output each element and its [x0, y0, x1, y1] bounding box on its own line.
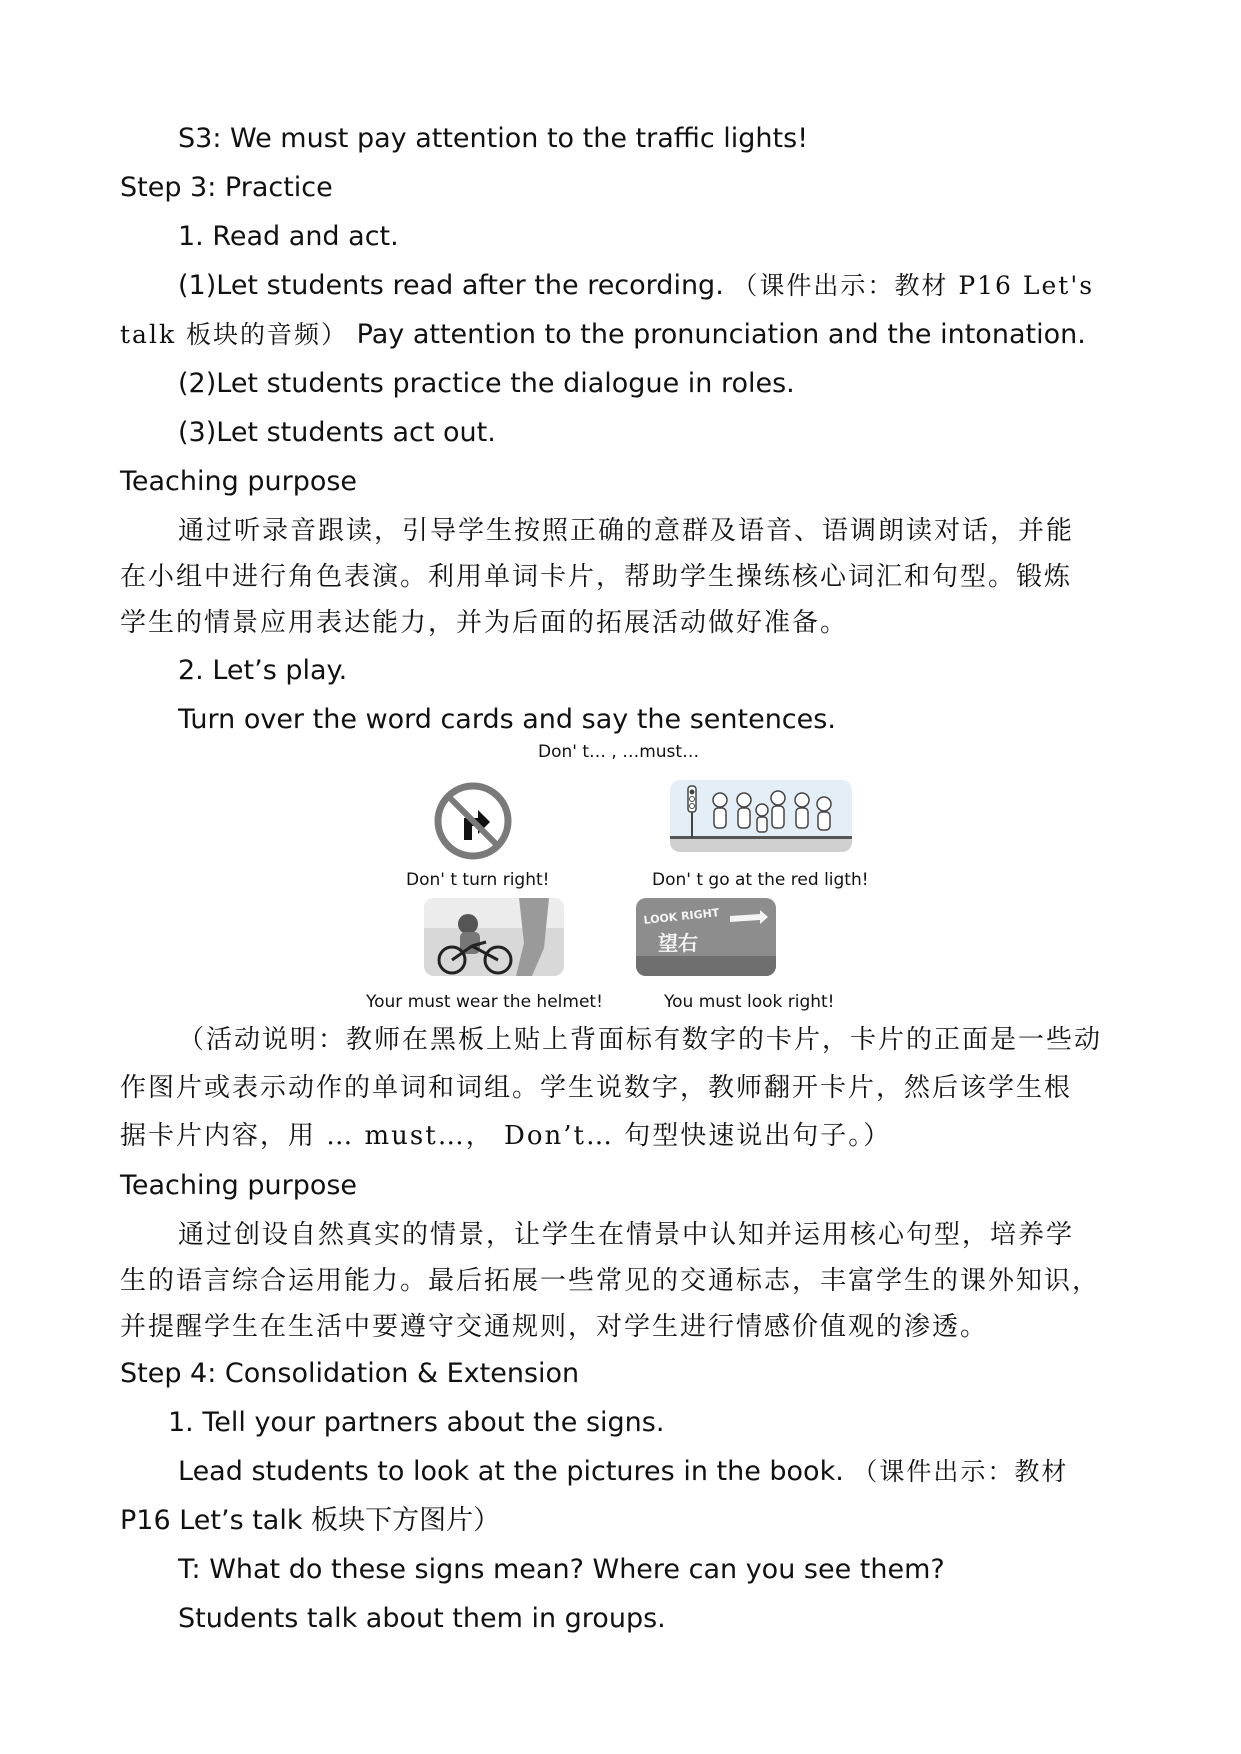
instruction-line-1 [178, 269, 1094, 303]
instruction-line-2 [120, 318, 1086, 352]
courseware-note-3: （课件出示：教材 [852, 1457, 1069, 1486]
no-right-turn-sign-icon [434, 782, 512, 860]
activity-note-line-3: 据卡片内容，用 … must…， Don’t… 句型快速说出句子。） [120, 1121, 892, 1151]
caption-look-right: You must look right! [664, 992, 835, 1012]
purpose-1-line-2: 在小组中进行角色表演。利用单词卡片，帮助学生操练核心词汇和句型。锻炼 [120, 562, 1073, 592]
group-talk-line: Students talk about them in groups. [178, 1603, 666, 1634]
tell-partners-item: 1. Tell your partners about the signs. [168, 1407, 665, 1438]
look-right-road-marking-icon [636, 898, 776, 976]
instruction-practice-roles: (2)Let students practice the dialogue in roles. [178, 368, 795, 399]
teaching-purpose-heading-1: Teaching purpose [120, 466, 358, 497]
road-marking-text: LOOK RIGHT [642, 906, 720, 927]
activity-note-line-2: 作图片或表示动作的单词和词组。学生说数字，教师翻开卡片，然后该学生根 [120, 1073, 1073, 1103]
courseware-note-1: （课件出示：教材 P16 Let's [732, 271, 1095, 300]
lead-students-text: Lead students to look at the pictures in the book. [178, 1456, 844, 1487]
pronunciation-note: Pay attention to the pronunciation and the intonation. [356, 319, 1086, 350]
word-cards-figure [360, 740, 900, 1020]
purpose-2-line-1: 通过创设自然真实的情景，让学生在情景中认知并运用核心句型，培养学 [178, 1220, 1075, 1250]
caption-dont-go-red-light: Don' t go at the red ligth! [652, 870, 869, 890]
red-light-crossing-image-icon [670, 780, 852, 852]
step3-heading: Step 3: Practice [120, 172, 333, 203]
instruction-act-out: (3)Let students act out. [178, 417, 496, 448]
caption-wear-helmet: Your must wear the helmet! [366, 992, 603, 1012]
teaching-purpose-heading-2: Teaching purpose [120, 1170, 358, 1201]
helmet-bicycle-photo-icon [424, 898, 564, 976]
teacher-question: T: What do these signs mean? Where can you see them? [178, 1554, 945, 1585]
read-and-act-item: 1. Read and act. [178, 221, 399, 252]
purpose-1-line-3: 学生的情景应用表达能力，并为后面的拓展活动做好准备。 [120, 608, 849, 638]
lets-play-item: 2. Let’s play. [178, 655, 348, 686]
step4-heading: Step 4: Consolidation & Extension [120, 1358, 580, 1389]
road-marking-text-zh: 望右 [658, 931, 698, 955]
purpose-1-line-1: 通过听录音跟读，引导学生按照正确的意群及语音、语调朗读对话，并能 [178, 516, 1075, 546]
instruction-1-text: (1)Let students read after the recording. [178, 270, 724, 301]
purpose-2-line-3: 并提醒学生在生活中要遵守交通规则，对学生进行情感价值观的渗透。 [120, 1312, 989, 1342]
word-cards-instruction: Turn over the word cards and say the sentences. [178, 704, 836, 735]
dialogue-line-s3: S3: We must pay attention to the traffic lights! [178, 123, 809, 154]
activity-note-line-1: （活动说明：教师在黑板上贴上背面标有数字的卡片，卡片的正面是一些动 [178, 1025, 1103, 1055]
lead-students-line [178, 1455, 1068, 1489]
courseware-note-4: P16 Let’s talk 板块下方图片） [120, 1505, 501, 1536]
courseware-note-2: talk 板块的音频） [120, 320, 349, 349]
figure-heading: Don' t… , …must… [538, 742, 700, 762]
purpose-2-line-2: 生的语言综合运用能力。最后拓展一些常见的交通标志，丰富学生的课外知识， [120, 1266, 1101, 1296]
caption-dont-turn-right: Don' t turn right! [406, 870, 550, 890]
